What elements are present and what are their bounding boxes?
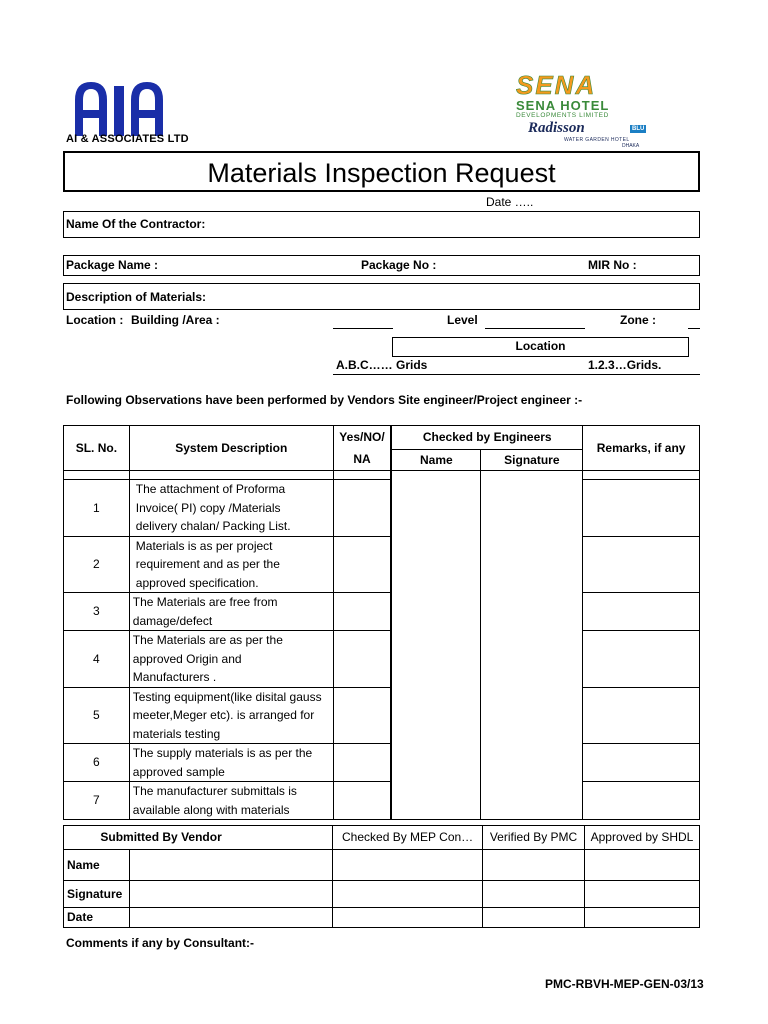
signoff-cell [585, 908, 700, 928]
row-description-line: requirement and as per the [135, 557, 280, 571]
row-description [129, 782, 333, 820]
signoff-row-name [64, 850, 700, 881]
signoff-cell [585, 850, 700, 881]
level-underline [485, 328, 585, 329]
row-description [129, 480, 333, 537]
package-box [63, 255, 700, 276]
row-description-line: Materials is as per project [135, 538, 273, 553]
spacer-cell [129, 471, 333, 480]
row-remarks [583, 536, 700, 593]
building-label: Building /Area : [131, 313, 220, 327]
contractor-box [63, 211, 700, 238]
header-system-description: System Description [129, 426, 333, 471]
grids-123-label: 1.2.3…Grids. [588, 358, 662, 372]
signoff-header-row [64, 826, 700, 850]
mir-no-label: MIR No : [588, 258, 637, 272]
sena-subtitle: DEVELOPMENTS LIMITED [516, 112, 609, 119]
header-signature: Signature [481, 449, 583, 470]
package-no-label: Package No : [361, 258, 437, 272]
row-description [129, 593, 333, 631]
row-description-line: Manufacturers . [132, 670, 217, 684]
radisson-city: DHAKA [622, 143, 640, 149]
signoff-table [63, 825, 700, 928]
signoff-label-signature: Signature [64, 881, 130, 908]
row-remarks [583, 631, 700, 688]
location-box-label: Location [515, 339, 566, 353]
row-yes-no-na [333, 536, 391, 593]
signoff-cell [129, 881, 332, 908]
row-description-line: damage/defect [132, 613, 213, 628]
row-description-line: The supply materials is as per the [132, 746, 313, 760]
row-sl-no: 6 [64, 744, 130, 782]
row-description-line: approved sample [132, 764, 225, 779]
document-code: PMC-RBVH-MEP-GEN-03/13 [545, 977, 704, 991]
inspection-row [64, 536, 700, 593]
sena-brand: SENA [516, 70, 597, 100]
signoff-cell [483, 908, 585, 928]
header-name: Name [391, 449, 481, 470]
spacer-cell [583, 471, 700, 480]
location-label: Location : [66, 313, 124, 327]
inspection-table [63, 425, 700, 820]
radisson-blu-badge: BLU [632, 126, 645, 132]
row-yes-no-na [333, 631, 391, 688]
row-description-line: Invoice( PI) copy /Materials [135, 500, 281, 515]
signoff-label-date: Date [64, 908, 130, 928]
header-checked-by: Checked by Engineers [391, 426, 583, 450]
engineer-signature-cell [481, 471, 583, 820]
comments-label: Comments if any by Consultant:- [66, 936, 255, 950]
row-yes-no-na [333, 687, 391, 744]
row-description [129, 744, 333, 782]
signoff-cell [129, 850, 332, 881]
page-title: Materials Inspection Request [207, 158, 556, 188]
sena-hotel-name: SENA HOTEL [516, 98, 610, 113]
row-description-line: The manufacturer submittals is [132, 784, 297, 798]
company-name: AI & ASSOCIATES LTD [66, 133, 189, 145]
inspection-row [64, 782, 700, 820]
signoff-cell [483, 881, 585, 908]
row-sl-no: 1 [64, 480, 130, 537]
spacer-cell [64, 471, 130, 480]
radisson-brand: Radisson [528, 120, 585, 136]
observation-intro: Following Observations have been performed by Vendors Site engineer/Project engineer :- [66, 393, 583, 407]
row-description-line: available along with materials [132, 802, 290, 817]
row-description-line: The Materials are as per the [132, 633, 283, 647]
row-description-line: approved Origin and [132, 651, 242, 666]
date-label: Date ….. [486, 195, 534, 209]
inspection-header-row [64, 426, 700, 450]
spacer-cell [333, 471, 391, 480]
package-name-label: Package Name : [66, 258, 159, 272]
radisson-location: WATER GARDEN HOTEL [564, 137, 630, 143]
row-description-line: Testing equipment(like disital gauss [132, 689, 322, 704]
row-sl-no: 5 [64, 687, 130, 744]
contractor-label: Name Of the Contractor: [66, 217, 206, 231]
row-description [129, 631, 333, 688]
signoff-label-name: Name [64, 850, 130, 881]
signoff-cell [333, 881, 483, 908]
aia-logo [72, 78, 172, 138]
inspection-row [64, 631, 700, 688]
inspection-row [64, 480, 700, 537]
row-description-line: approved specification. [135, 575, 259, 590]
zone-underline [688, 328, 700, 329]
level-label: Level [447, 313, 478, 327]
signoff-cell [483, 850, 585, 881]
row-description-line: The attachment of Proforma [135, 482, 286, 496]
row-sl-no: 3 [64, 593, 130, 631]
row-yes-no-na [333, 744, 391, 782]
row-yes-no-na [333, 593, 391, 631]
row-remarks [583, 782, 700, 820]
inspection-row [64, 687, 700, 744]
row-description-line: materials testing [132, 726, 221, 741]
row-description-line: delivery chalan/ Packing List. [135, 519, 291, 533]
title-box [63, 151, 700, 192]
row-remarks [583, 744, 700, 782]
header-sl-no: SL. No. [64, 426, 130, 471]
row-description [129, 536, 333, 593]
signoff-cell [333, 908, 483, 928]
building-underline [333, 328, 393, 329]
sena-logo [514, 70, 659, 150]
row-remarks [583, 593, 700, 631]
signoff-cell [585, 881, 700, 908]
row-description [129, 687, 333, 744]
signoff-header-vendor: Submitted By Vendor [64, 826, 333, 850]
header-yes-no-na-line1: Yes/NO/ [339, 430, 385, 444]
description-box [63, 283, 700, 310]
zone-label: Zone : [620, 313, 656, 327]
signoff-cell [129, 908, 332, 928]
row-yes-no-na [333, 782, 391, 820]
row-description-line: meeter,Meger etc). is arranged for [132, 708, 315, 722]
inspection-row [64, 593, 700, 631]
signoff-header-shdl: Approved by SHDL [585, 826, 700, 850]
inspection-row [64, 744, 700, 782]
inspection-spacer-row [64, 471, 700, 480]
header-remarks: Remarks, if any [583, 426, 700, 471]
signoff-row-signature [64, 881, 700, 908]
description-label: Description of Materials: [66, 290, 207, 304]
signoff-cell [333, 850, 483, 881]
row-remarks [583, 687, 700, 744]
aia-logo-mark [72, 78, 172, 138]
grids-abc-label: A.B.C…… Grids [336, 358, 428, 372]
grids-underline [333, 374, 700, 375]
location-box [392, 337, 689, 357]
row-sl-no: 2 [64, 536, 130, 593]
signoff-header-pmc: Verified By PMC [483, 826, 585, 850]
signoff-header-mep: Checked By MEP Con… [333, 826, 483, 850]
row-sl-no: 4 [64, 631, 130, 688]
row-description-line: The Materials are free from [132, 595, 278, 609]
row-yes-no-na [333, 480, 391, 537]
header-yes-no-na-line2: NA [353, 452, 371, 466]
header-yes-no-na [333, 426, 391, 471]
engineer-name-cell [391, 471, 481, 820]
row-remarks [583, 480, 700, 537]
row-sl-no: 7 [64, 782, 130, 820]
signoff-row-date [64, 908, 700, 928]
